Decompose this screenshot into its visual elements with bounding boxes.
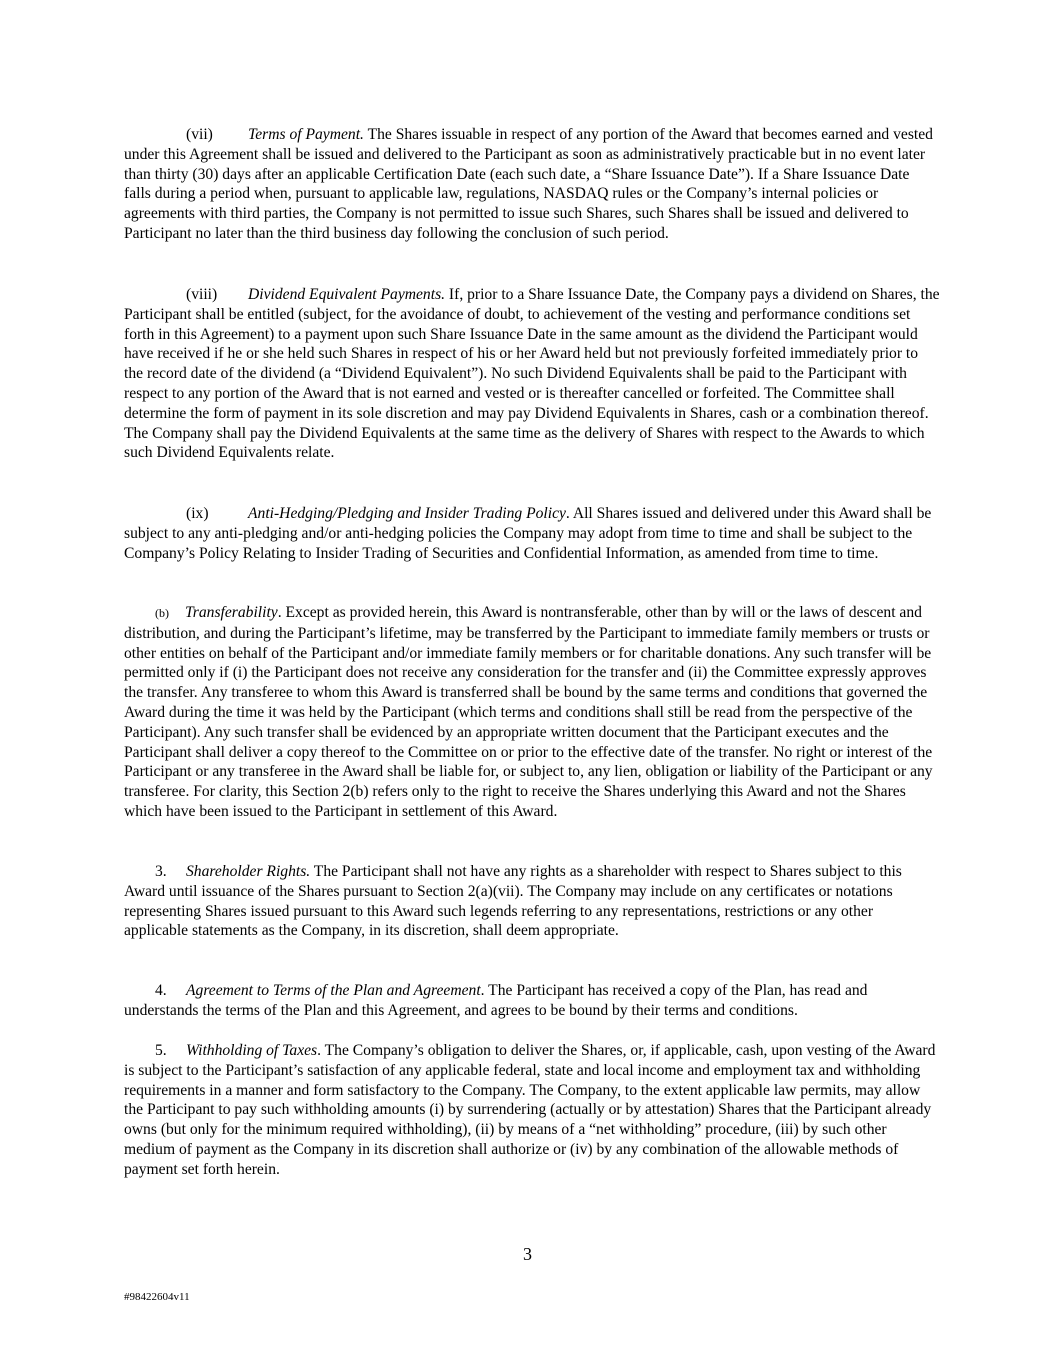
section-number: 4. [155,982,167,999]
section-number: 5. [155,1042,167,1059]
paragraph-text: The Shares issuable in respect of any portion of the Award that becomes earned and vested under this Agreement shall be issued and delivered to the Participant as soon as administratively practicable but in no event later than thirty (30) days after an applicable Certification Date (each such date, a “Share Issuance Date”). If a Share Issuance Date falls during a period when, pursuant to applicable law, regulations, NASDAQ rules or the Company’s internal policies or agreements with third parties, the Company is not permitted to issue such Shares, such Shares shall be issued and delivered to Participant no later than the third business day following the conclusion of such period. [124,126,933,242]
paragraph-number: (viii) [186,286,218,303]
document-id-footer: #98422604v11 [124,1291,190,1303]
paragraph-heading: Dividend Equivalent Payments. [248,286,446,303]
section-heading: Agreement to Terms of the Plan and Agreement [186,982,481,999]
paragraph-number: (b) [155,606,169,620]
paragraph-heading: Transferability [185,604,278,621]
paragraph-text: If, prior to a Share Issuance Date, the Company pays a dividend on Shares, the Participant shall be entitled (subject, for the avoidance of doubt, to achievement of the vesting and performance conditions set forth in this Agreement) to a payment upon such Share Issuance Date in the same amount as the dividend the Participant would have received if he or she held such Shares in respect of his or her Award held but not previously forfeited immediately prior to the record date of the dividend (a “Dividend Equivalent”). No such Dividend Equivalents shall be paid to the Participant with respect to any portion of the Award that is not earned and vested or is thereafter cancelled or forfeited. The Committee shall determine the form of payment in its sole discretion and may pay Dividend Equivalents in Shares, cash or a combination thereof. The Company shall pay the Dividend Equivalents at the same time as the delivery of Shares with respect to the Awards to which such Dividend Equivalents relate. [124,286,940,462]
paragraph-vii-terms-of-payment [124,125,940,244]
section-heading: Withholding of Taxes [186,1042,318,1059]
section-5-withholding-of-taxes [124,1041,940,1180]
paragraph-heading: Terms of Payment. [248,126,364,143]
section-heading: Shareholder Rights. [186,863,311,880]
paragraph-number: (ix) [186,505,209,522]
paragraph-number: (vii) [186,126,213,143]
section-text: The Participant shall not have any rights as a shareholder with respect to Shares subject to this Award until issuance of the Shares pursuant to Section 2(a)(vii). The Company may include on any certificates or notations representing Shares issued pursuant to this Award such legends referring to any representations, restrictions or any other applicable statements as the Company, in its discretion, shall deem appropriate. [124,863,902,940]
paragraph-ix-anti-hedging [124,504,940,563]
section-3-shareholder-rights [124,862,940,941]
section-4-agreement-to-terms [124,981,940,1021]
paragraph-text: . Except as provided herein, this Award is nontransferable, other than by will or the laws of descent and distribution, and during the Participant’s lifetime, may be transferred by the Participant to immediate family members or trusts or other entities on behalf of the Participant and/or immediate family members or for charitable donations. Any such transfer will be permitted only if (i) the Participant does not receive any consideration for the transfer and (ii) the Committee expressly approves the transfer. Any transferee to whom this Award is transferred shall be bound by the same terms and conditions that governed the Award during the time it was held by the Participant (which terms and conditions shall still be read from the perspective of the Participant). Any such transfer shall be evidenced by an appropriate written document that the Participant executes and the Participant shall deliver a copy thereof to the Committee on or prior to the effective date of the transfer. No right or interest of the Participant or any transferee in the Award shall be liable for, or subject to, any lien, obligation or liability of the Participant or any transferee. For clarity, this Section 2(b) refers only to the right to receive the Shares underlying this Award and not the Shares which have been issued to the Participant in settlement of this Award. [124,604,933,820]
section-text: . The Participant has received a copy of the Plan, has read and understands the terms of the Plan and this Agreement, and agrees to be bound by their terms and conditions. [124,982,868,1019]
section-number: 3. [155,863,167,880]
section-text: . The Company’s obligation to deliver the Shares, or, if applicable, cash, upon vesting of the Award is subject to the Participant’s satisfaction of any applicable federal, state and local income and employment tax and withholding requirements in a manner and form satisfactory to the Company. The Company, to the extent applicable law permits, may allow the Participant to pay such withholding amounts (i) by surrendering (actually or by attestation) Shares that the Participant already owns (but only for the minimum required withholding), (ii) by means of a “net withholding” procedure, (iii) by such other medium of payment as the Company in its discretion shall authorize or (iv) by any combination of the allowable methods of payment set forth herein. [124,1042,936,1178]
paragraph-text: . All Shares issued and delivered under this Award shall be subject to any anti-pledging and/or anti-hedging policies the Company may adopt from time to time and shall be subject to the Company’s Policy Relating to Insider Trading of Securities and Confidential Information, as amended from time to time. [124,505,932,562]
paragraph-heading: Anti-Hedging/Pledging and Insider Trading Policy [248,505,566,522]
paragraph-viii-dividend-equivalent [124,285,940,463]
paragraph-b-transferability [124,603,940,822]
page-number: 3 [523,1244,532,1264]
